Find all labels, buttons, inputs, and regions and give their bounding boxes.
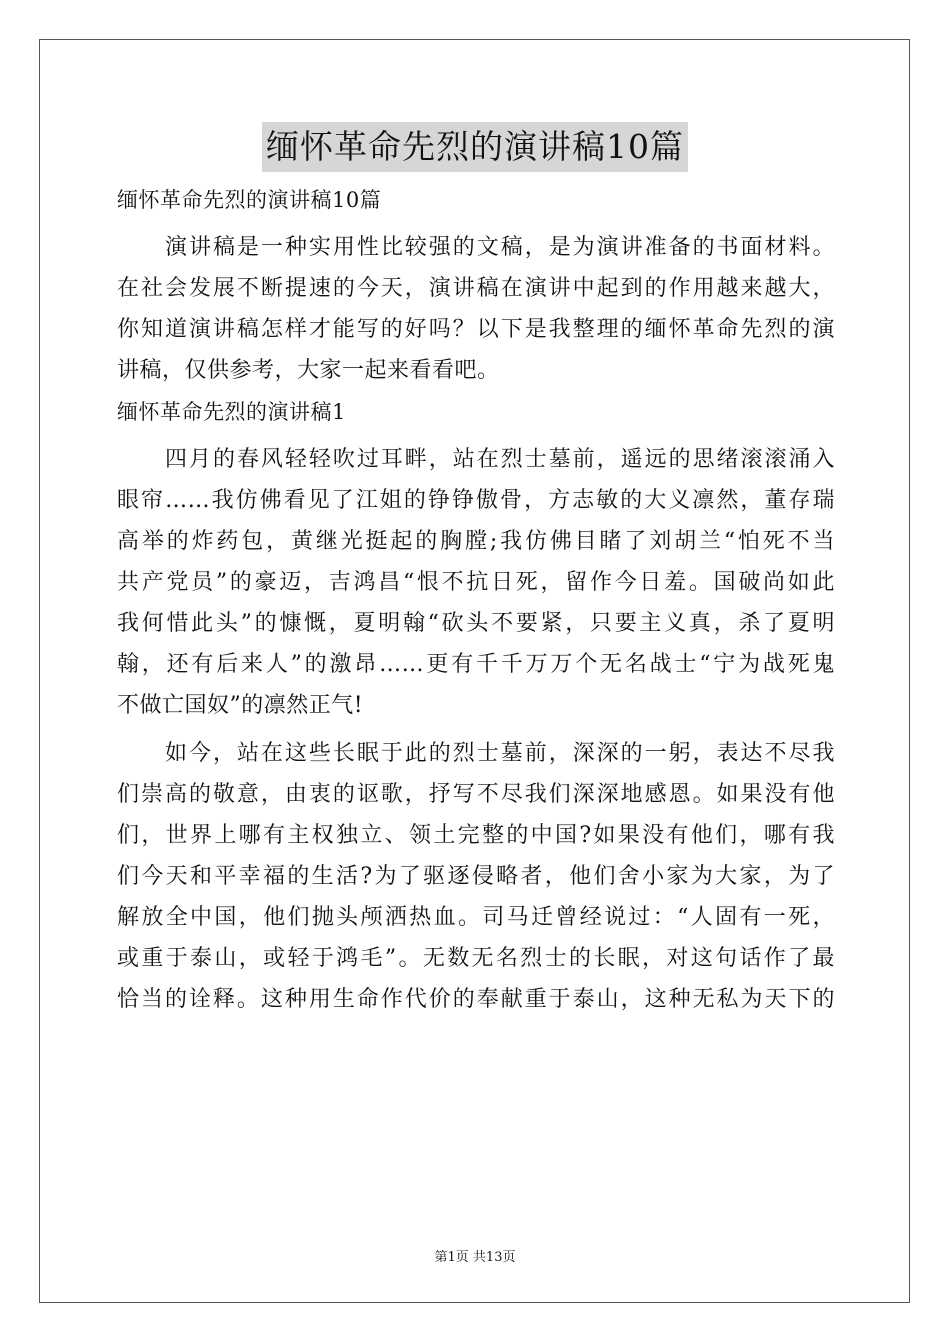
intro-paragraph — [117, 227, 835, 391]
paragraph-line: 四月的春风轻轻吹过耳畔，站在烈士墓前，遥远的思绪滚滚涌入 — [165, 447, 835, 472]
paragraph-line: 我何惜此头”的慷慨，夏明翰“砍头不要紧，只要主义真，杀了夏明 — [117, 611, 835, 636]
paragraph-line: 共产党员”的豪迈，吉鸿昌“恨不抗日死，留作今日羞。国破尚如此 — [117, 570, 835, 595]
paragraph-line: 翰，还有后来人”的激昂……更有千千万万个无名战士“宁为战死鬼 — [117, 652, 835, 677]
section-heading: 缅怀革命先烈的演讲稿1 — [117, 400, 346, 424]
paragraph-line: 解放全中国，他们抛头颅洒热血。司马迁曾经说过：“人固有一死， — [117, 905, 835, 930]
document-body — [117, 179, 835, 1020]
body-paragraph-1 — [117, 439, 835, 726]
paragraph-line: 不做亡国奴”的凛然正气! — [117, 693, 364, 718]
paragraph-line: 在社会发展不断提速的今天，演讲稿在演讲中起到的作用越来越大， — [117, 276, 835, 301]
paragraph-line: 恰当的诠释。这种用生命作代价的奉献重于泰山，这种无私为天下的 — [117, 987, 835, 1012]
paragraph-line: 或重于泰山，或轻于鸿毛”。无数无名烈士的长眠，对这句话作了最 — [117, 946, 835, 971]
document-subtitle: 缅怀革命先烈的演讲稿10篇 — [117, 188, 382, 212]
paragraph-line: 讲稿，仅供参考，大家一起来看看吧。 — [117, 358, 500, 383]
paragraph-line: 们，世界上哪有主权独立、领土完整的中国?如果没有他们，哪有我 — [117, 823, 835, 848]
body-paragraph-2 — [117, 733, 835, 1020]
document-title: 缅怀革命先烈的演讲稿10篇 — [262, 122, 688, 172]
paragraph-line: 们今天和平幸福的生活?为了驱逐侵略者，他们舍小家为大家，为了 — [117, 864, 835, 889]
paragraph-line: 你知道演讲稿怎样才能写的好吗？以下是我整理的缅怀革命先烈的演 — [117, 317, 835, 342]
title-container — [0, 122, 950, 172]
paragraph-line: 演讲稿是一种实用性比较强的文稿，是为演讲准备的书面材料。 — [165, 235, 835, 260]
paragraph-line: 如今，站在这些长眠于此的烈士墓前，深深的一躬，表达不尽我 — [165, 741, 835, 766]
paragraph-line: 们崇高的敬意，由衷的讴歌，抒写不尽我们深深地感恩。如果没有他 — [117, 782, 835, 807]
page-footer: 第1页 共13页 — [434, 1250, 516, 1265]
paragraph-line: 高举的炸药包，黄继光挺起的胸膛;我仿佛目睹了刘胡兰“怕死不当 — [117, 529, 835, 554]
paragraph-line: 眼帘……我仿佛看见了江姐的铮铮傲骨，方志敏的大义凛然，董存瑞 — [117, 488, 835, 513]
